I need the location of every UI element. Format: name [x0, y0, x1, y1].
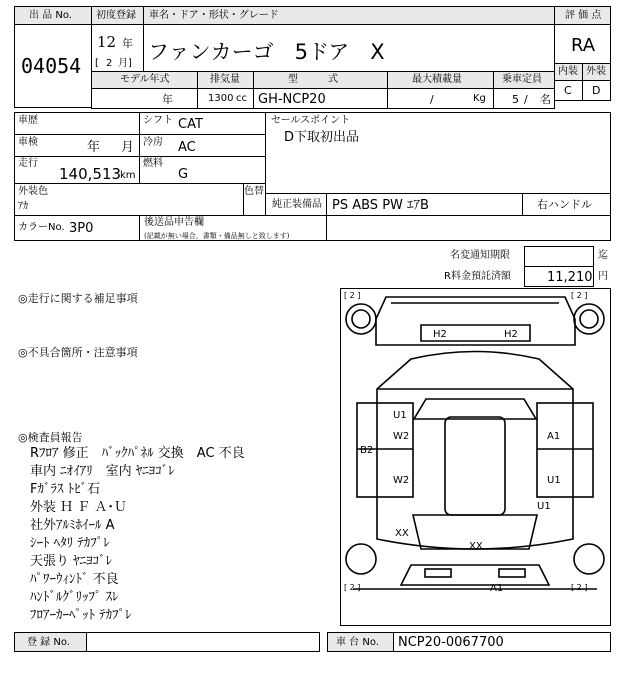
inspection-year-unit: 年: [87, 140, 101, 155]
ac-value: AC: [178, 140, 196, 155]
mileage-cell: [14, 156, 140, 184]
fuel-cell: [139, 156, 266, 184]
shift-label: シフト: [143, 115, 173, 126]
model-code-header: [253, 71, 388, 89]
history-label: 車歴: [18, 115, 38, 126]
displacement-unit: cc: [236, 93, 247, 104]
damage-mark-u1-top: U1: [393, 410, 407, 421]
lot-no-value: 04054: [21, 54, 82, 78]
interior-label: 内装: [558, 66, 578, 77]
chassis-no-value: NCP20-0067700: [398, 635, 504, 650]
inspector-line: ｼｰﾄ ﾍﾀﾘ ﾃｶﾌﾟﾚ: [30, 536, 110, 551]
displacement-value: 1300: [208, 93, 234, 104]
car-damage-diagram: [340, 288, 611, 626]
exterior-grade: D: [592, 84, 601, 97]
reg-no-header: [14, 632, 87, 652]
transfer-deadline-unit: 迄: [598, 250, 608, 261]
max-load-header: [387, 71, 494, 89]
equipment-value: PS ABS PW ｴｱB: [332, 198, 429, 213]
first-reg-header: [91, 6, 144, 25]
inspector-line: ﾌﾛｱｰｶｰﾍﾟｯﾄ ﾃｶﾌﾟﾚ: [30, 608, 132, 623]
lot-no-label: 出 品 No.: [29, 10, 72, 21]
chassis-no-header: [327, 632, 394, 652]
shift-value: CAT: [178, 117, 203, 132]
damage-mark-a1-right: A1: [547, 431, 561, 442]
repaint-label: 色替: [244, 186, 264, 197]
steering-value: 右ハンドル: [537, 198, 592, 211]
ext-color-value: ｱｶ: [18, 201, 28, 212]
inspector-report-label: ◎検査員報告: [18, 431, 83, 444]
damage-mark-u1-right: U1: [547, 475, 561, 486]
inspector-line: Rﾌﾛｱ 修正 ﾊﾞｯｸﾊﾟﾈﾙ 交換 AC 不良: [30, 446, 245, 461]
inspector-line: ﾊﾝﾄﾞﾙｸﾞﾘｯﾌﾟ ｽﾚ: [30, 590, 119, 605]
inspector-line: 外装 Ｈ Ｆ Ａ･Ｕ: [30, 500, 127, 515]
reg-no-label: 登 録 No.: [27, 637, 70, 648]
recycle-fee-value: 11,210: [547, 270, 593, 285]
car-name-cell: [143, 24, 555, 72]
fuel-label: 燃料: [143, 158, 163, 169]
exterior-cell: [582, 80, 611, 101]
wheel-corner-bl: [ 2 ]: [344, 583, 361, 592]
sales-point-label: セールスポイント: [271, 115, 351, 126]
inspector-line: 社外ｱﾙﾐﾎｲｰﾙ A: [30, 518, 115, 533]
inspection-month-unit: 月: [121, 140, 135, 155]
equipment-cell: [326, 193, 523, 216]
recycle-fee-unit: 円: [598, 271, 608, 282]
rating-header: [554, 6, 611, 25]
fuel-value: G: [178, 167, 189, 182]
inspector-line: 天張り ﾔﾆﾖｺﾞﾚ: [30, 554, 113, 569]
first-reg-cell: [91, 24, 144, 72]
wheel-corner-tl: [ 2 ]: [344, 291, 361, 300]
equipment-label: 純正装備品: [272, 199, 322, 210]
rating-cell: [554, 24, 611, 64]
first-reg-month: 2: [106, 58, 113, 69]
interior-grade: C: [564, 84, 572, 97]
displacement-cell: [197, 88, 254, 109]
color-no-value: 3P0: [69, 221, 94, 236]
damage-mark-xx-center: XX: [469, 541, 483, 552]
mileage-unit: km: [120, 170, 136, 181]
exterior-header: [582, 63, 611, 81]
rating-value: RA: [571, 35, 596, 56]
equipment-label-cell: [265, 193, 327, 216]
inspector-report-list: [30, 447, 320, 627]
mileage-value: 140,513: [59, 165, 122, 183]
docs-label: 後送品申告欄: [144, 217, 204, 228]
first-reg-year-unit: 年: [122, 37, 133, 50]
history-cell: [14, 112, 140, 135]
driving-notes-label: ◎走行に関する補足事項: [18, 292, 138, 305]
inspector-line: 車内 ﾆｵｲｱﾘ 室内 ﾔﾆﾖｺﾞﾚ: [30, 464, 175, 479]
first-reg-month-unit: 月]: [118, 58, 132, 69]
car-name-value: ファンカーゴ 5ドア X: [148, 40, 385, 64]
steering-cell: [522, 193, 611, 216]
max-load-unit: Kg: [473, 93, 486, 104]
first-reg-month-open: [: [95, 58, 99, 69]
inspection-label: 車検: [18, 137, 38, 148]
defects-notes-label: ◎不具合箇所・注意事項: [18, 346, 138, 359]
interior-cell: [554, 80, 583, 101]
displacement-label: 排気量: [210, 74, 240, 85]
transfer-deadline-label: 名変通知期限: [450, 250, 510, 261]
transfer-deadline-cell: [524, 246, 594, 267]
model-code-cell: [253, 88, 388, 109]
color-no-label: カラーNo.: [18, 222, 65, 233]
lot-no-header: [14, 6, 92, 25]
sales-point-value: D下取初出品: [284, 130, 360, 145]
inspection-cell: [14, 134, 140, 157]
lot-no-cell: [14, 24, 92, 108]
recycle-fee-cell: [524, 266, 594, 287]
capacity-header: [493, 71, 555, 89]
exterior-label: 外装: [586, 66, 606, 77]
car-name-header: [143, 6, 555, 25]
ac-label: 冷房: [143, 137, 163, 148]
damage-mark-u1-side: U1: [537, 501, 551, 512]
model-year-header: [91, 71, 198, 89]
rating-label: 評 価 点: [565, 10, 602, 21]
damage-mark-h2-left: H2: [433, 329, 447, 340]
car-name-label: 車名・ドア・形状・グレード: [149, 10, 279, 21]
damage-mark-h2-right: H2: [504, 329, 518, 340]
max-load-label: 最大積載量: [412, 74, 462, 85]
chassis-no-cell: [393, 632, 611, 652]
model-year-cell: [91, 88, 198, 109]
ext-color-label: 外装色: [18, 186, 48, 197]
wheel-corner-br: [ 2 ]: [571, 583, 588, 592]
interior-header: [554, 63, 583, 81]
docs-cell: [139, 215, 327, 241]
inspector-line: ﾊﾟﾜｰｳｨﾝﾄﾞ 不良: [30, 572, 119, 587]
first-reg-year: 12: [97, 33, 117, 51]
docs-note: (記載が無い場合，書類・備品無しと致します): [144, 232, 290, 240]
capacity-slash: /: [524, 93, 528, 106]
model-code-value: GH-NCP20: [258, 92, 326, 107]
capacity-cell: [493, 88, 555, 109]
color-no-cell: [14, 215, 140, 241]
first-reg-label: 初度登録: [96, 10, 136, 21]
car-outline-svg: [341, 289, 610, 625]
repaint-cell: [243, 183, 266, 216]
model-year-unit: 年: [162, 93, 173, 106]
ext-color-cell: [14, 183, 244, 216]
wheel-corner-tr: [ 2 ]: [571, 291, 588, 300]
docs-value-cell: [326, 215, 611, 241]
mileage-label: 走行: [18, 158, 38, 169]
max-load-slash: /: [430, 93, 434, 106]
damage-mark-a1-bottom: A1: [490, 583, 504, 594]
capacity-label: 乗車定員: [502, 74, 542, 85]
model-year-label: モデル年式: [120, 74, 170, 85]
shift-cell: [139, 112, 266, 135]
recycle-fee-label: R料金預託済額: [444, 271, 511, 282]
inspector-line: Fｶﾞﾗｽ ﾄﾋﾞ石: [30, 482, 101, 497]
max-load-cell: [387, 88, 494, 109]
chassis-no-label: 車 台 No.: [336, 637, 379, 648]
damage-mark-xx-left: XX: [395, 528, 409, 539]
damage-mark-b2: B2: [360, 445, 374, 456]
damage-mark-w2-lower: W2: [393, 475, 410, 486]
capacity-value: 5: [512, 93, 519, 106]
reg-no-cell: [86, 632, 320, 652]
displacement-header: [197, 71, 254, 89]
sales-point-cell: [265, 112, 611, 194]
ac-cell: [139, 134, 266, 157]
model-code-label: 型 式: [288, 74, 338, 85]
capacity-unit: 名: [540, 93, 551, 106]
damage-mark-w2-upper: W2: [393, 431, 410, 442]
